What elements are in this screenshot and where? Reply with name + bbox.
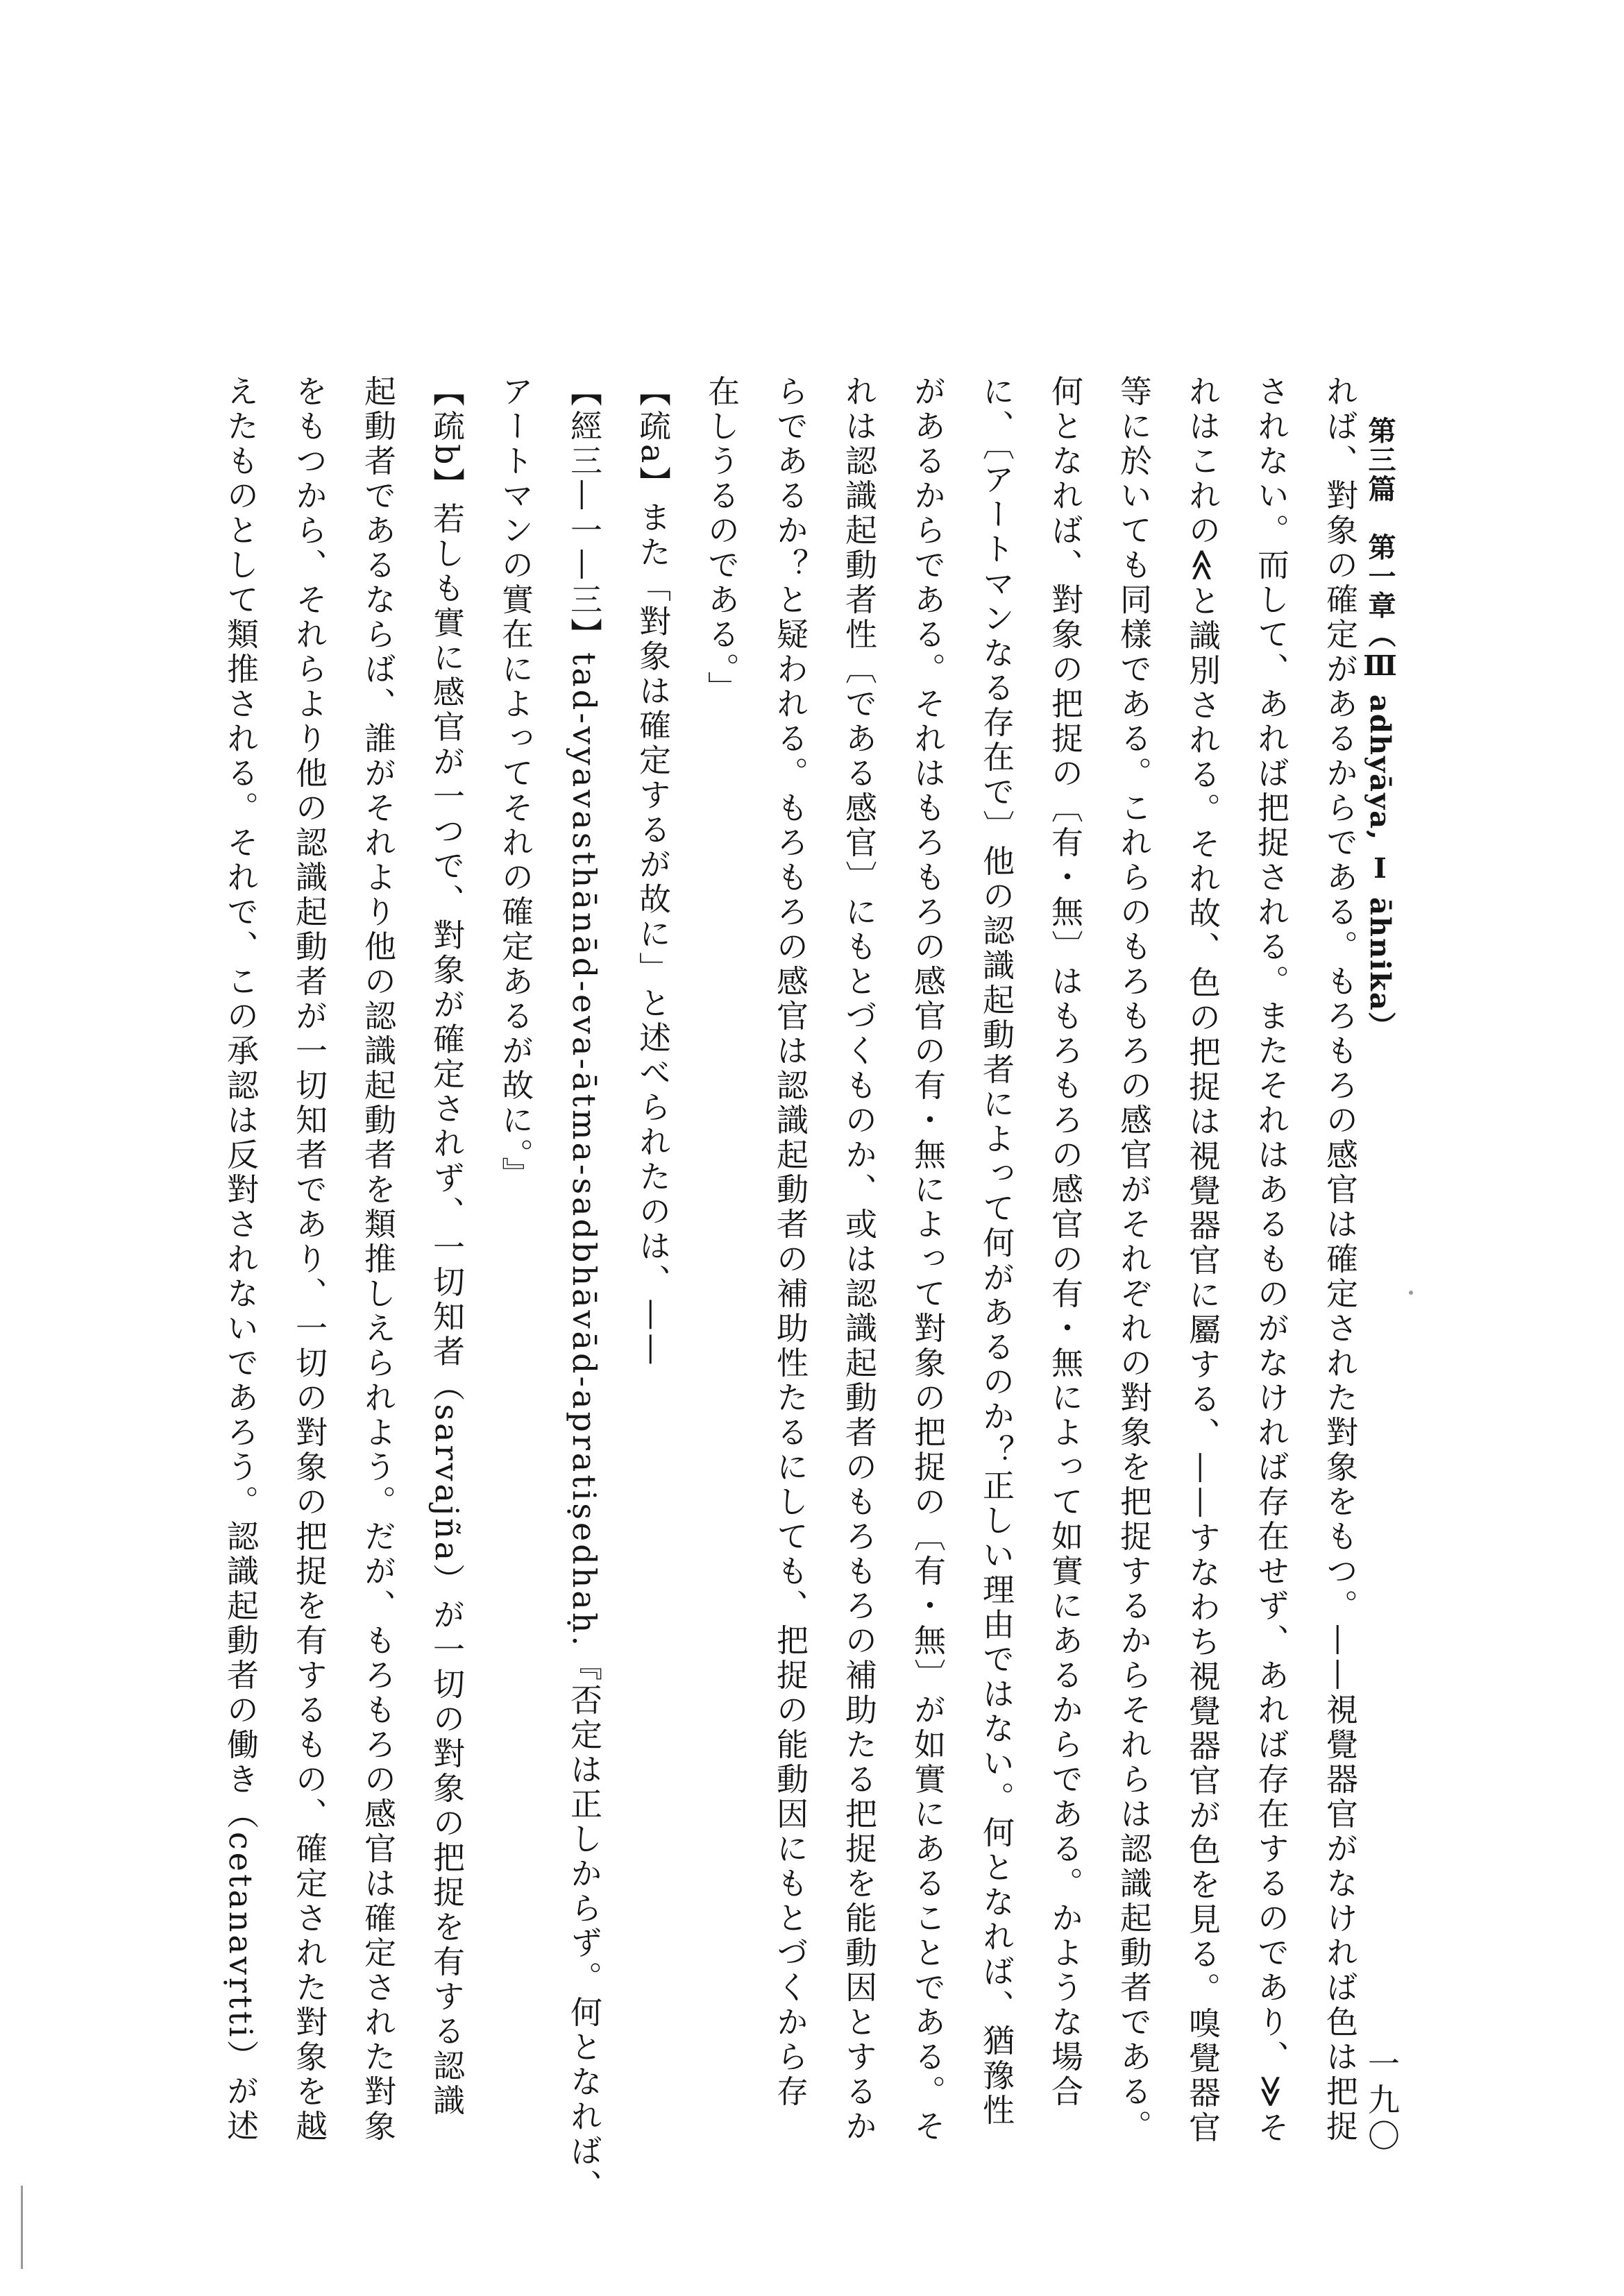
page-number: 一九〇	[1363, 2047, 1401, 2155]
scan-edge-mark	[21, 2186, 23, 2269]
sutra-line: アートマンの實在によってそれの確定あるが故に。』	[497, 375, 534, 1191]
text-line: れば、對象の確定があるからである。もろもろの感官は確定された對象をもつ。——視覺器官がなければ色は把捉	[1321, 375, 1359, 2144]
text-line: れはこれの≪と識別される。それ故、色の把捉は視覺器官に屬する、——すなわち視覺器官が色を見る。嗅覺器官	[1184, 375, 1221, 2146]
running-head: 第三篇 第一章（Ⅲ adhyāya, Ⅰ āhnika）	[1364, 416, 1396, 1041]
text-line: らであるか？と疑われる。もろもろの感官は認識起動者の補助性たるにしても、把捉の能動因にもとづくから存	[772, 375, 809, 2109]
text-line: に、〔アートマンなる存在で〕他の認識起動者によって何があるのか？正しい理由ではない。何となれば、猶豫性	[978, 375, 1015, 2128]
text-line: 起動者であるならば、誰がそれより他の認識起動者を類推しえられよう。だが、もろもろの感官は確定された對象	[360, 375, 397, 2144]
text-line: 在しうるのである。」	[703, 375, 741, 706]
sutra-line: 【經三—一—三】tad-vyavasthānād-eva-ātma-sadbhāvād-apratiṣedhaḥ.『否定は正しからず。何となれば、	[566, 375, 603, 2204]
commentary-line: 【疏b】若しも實に感官が一つで、對象が確定されず、一切知者（sarvajña）が一切の對象の把捉を有する認識	[428, 375, 466, 2119]
text-line: れは認識起動者性〔である感官〕にもとづくものか、或は認識起動者のもろもろの補助たる把捉を能動因とするか	[840, 375, 878, 2144]
text-line: があるからである。それはもろもろの感官の有・無によって對象の把捉の〔有・無〕が如實にあることである。そ	[909, 375, 947, 2144]
text-line: 何となれば、對象の把捉の〔有・無〕はもろもろの感官の有・無によって如實にあるからである。かような場合	[1047, 375, 1084, 2109]
text-line: 等に於いても同樣である。これらのもろもろの感官がそれぞれの對象を把捉するからそれらは認識起動者である。	[1115, 375, 1153, 2144]
text-line: されない。而して、あれば把捉される。またそれはあるものがなければ存在せず、あれば存在するのであり、≫そ	[1253, 375, 1290, 2146]
text-line: えたものとして類推される。それで、この承認は反對されないであろう。認識起動者の働き（cetanavṛtti）が述	[222, 375, 260, 2144]
text-line: をもつから、それらより他の認識起動者が一切知者であり、一切の對象の把捉を有するもの、確定された對象を越	[291, 375, 328, 2144]
scan-dust-mark	[1409, 1291, 1413, 1295]
commentary-line: 【疏a】また「對象は確定するが故に」と述べられたのは、——	[634, 375, 672, 1368]
